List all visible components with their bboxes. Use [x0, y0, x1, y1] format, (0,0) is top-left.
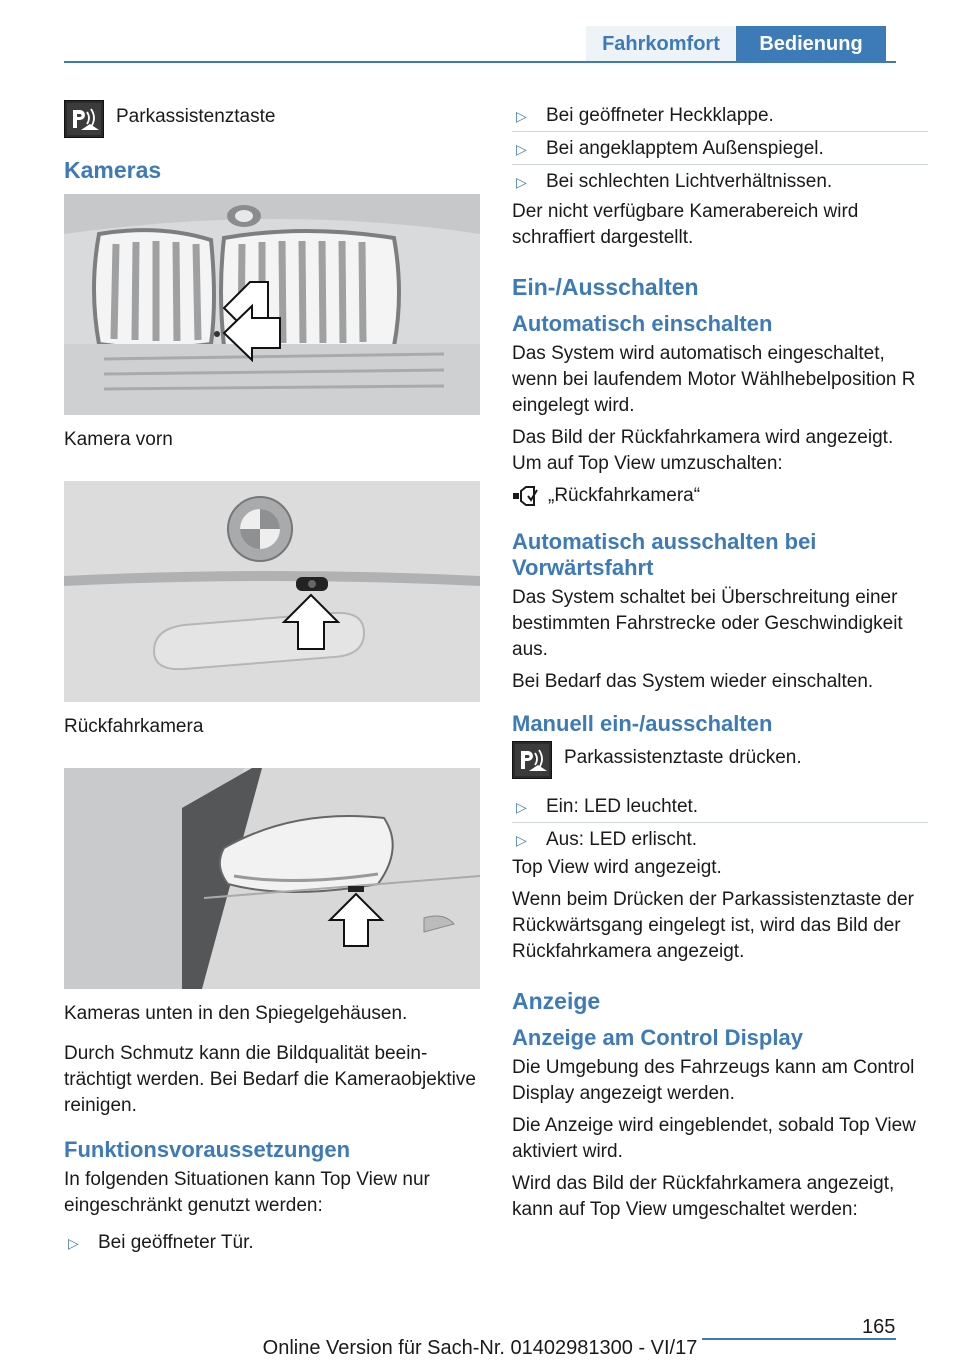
page-number: 165 [862, 1316, 896, 1338]
left-column [64, 100, 480, 1258]
para-display-1: Die Umgebung des Fahrzeugs kann am Control Display angezeigt werden. [512, 1057, 915, 1104]
bullet-text: Aus: LED erlischt. [546, 829, 697, 850]
para-auto-aus-2: Bei Bedarf das System wieder einschalten. [512, 671, 874, 692]
para-auto-aus-1: Das System schaltet bei Überschreitung einer bestimmten Fahrstrecke oder Geschwindigkeit aus. [512, 587, 903, 660]
tab-bedienung[interactable]: Bedienung [736, 26, 886, 62]
caption-mirror-cameras: Kameras unten in den Spiegelgehäusen. [64, 1003, 408, 1024]
bullet-triangle-icon: ▷ [68, 1235, 79, 1251]
para-topview: Top View wird angezeigt. [512, 857, 722, 878]
right-column [512, 100, 928, 1229]
para-dirt: Durch Schmutz kann die Bildqualität beeinträchtigt werden. Bei Bedarf die Kameraobjektive reinigen. [64, 1043, 476, 1116]
park-button-row [64, 100, 480, 138]
mirror-camera-image [64, 768, 480, 989]
bullet-triangle-icon: ▷ [516, 832, 527, 848]
rear-camera-menu-label: „Rückfahrkamera“ [548, 485, 701, 506]
rear-camera-icon [512, 485, 540, 507]
heading-ein-ausschalten: Ein-/Ausschalten [512, 274, 699, 300]
caption-front-camera: Kamera vorn [64, 429, 173, 450]
para-auto-ein-2: Das Bild der Rückfahrkamera wird angezeigt. Um auf Top View umzuschalten: [512, 427, 894, 474]
page-header [0, 0, 960, 62]
rear-camera-image [64, 481, 480, 702]
park-button-press-label: Parkassistenztaste drücken. [564, 747, 802, 768]
park-assist-button-icon [512, 741, 552, 779]
bullet-text: Bei schlechten Lichtverhältnissen. [546, 171, 833, 192]
tab-fahrkomfort[interactable]: Fahrkomfort [586, 26, 736, 62]
list-item [512, 131, 928, 164]
front-camera-image [64, 194, 480, 415]
rear-camera-menu-row [512, 483, 928, 515]
heading-anzeige: Anzeige [512, 988, 601, 1014]
caption-rear-camera: Rückfahrkamera [64, 716, 204, 737]
heading-manuell: Manuell ein-/ausschalten [512, 711, 773, 736]
list-item [512, 100, 928, 131]
bullet-text: Bei geöffneter Heckklappe. [546, 105, 774, 126]
list-item [512, 822, 928, 855]
heading-automatisch-ausschalten: Automatisch ausschalten bei Vorwärtsfahrt [512, 529, 817, 580]
para-display-3: Wird das Bild der Rückfahrkamera angezeigt, kann auf Top View umgeschaltet werden: [512, 1173, 895, 1220]
list-item [64, 1225, 480, 1258]
list-item [512, 789, 928, 822]
para-reverse: Wenn beim Drücken der Parkassistenztaste der Rückwärtsgang eingelegt ist, wird das Bild der Rückfahrkamera angezeigt. [512, 889, 914, 962]
para-funktion: In folgenden Situationen kann Top View nur eingeschränkt genutzt werden: [64, 1169, 430, 1216]
para-display-2: Die Anzeige wird eingeblendet, sobald Top View aktiviert wird. [512, 1115, 916, 1162]
header-divider [64, 61, 896, 63]
bullet-text: Ein: LED leuchtet. [546, 796, 699, 817]
bullet-triangle-icon: ▷ [516, 174, 527, 190]
bullet-triangle-icon: ▷ [516, 108, 527, 124]
heading-control-display: Anzeige am Control Display [512, 1025, 803, 1050]
park-button-press-row [512, 741, 928, 779]
online-version-footer: Online Version für Sach-Nr. 01402981300 - VI/17 [262, 1337, 698, 1359]
park-button-label: Parkassistenztaste [116, 106, 276, 127]
heading-automatisch-einschalten: Automatisch einschalten [512, 311, 773, 336]
heading-kameras: Kameras [64, 157, 162, 183]
para-auto-ein-1: Das System wird automatisch eingeschaltet, wenn bei laufendem Motor Wählhebelposition R eingelegt wird. [512, 343, 916, 416]
park-assist-button-icon [64, 100, 104, 138]
bullet-triangle-icon: ▷ [516, 141, 527, 157]
para-hatched: Der nicht verfügbare Kamerabereich wird schraffiert dargestellt. [512, 201, 859, 248]
bullet-triangle-icon: ▷ [516, 799, 527, 815]
bullet-text: Bei angeklapptem Außenspiegel. [546, 138, 824, 159]
heading-funktionsvoraussetzungen: Funktionsvoraussetzungen [64, 1137, 351, 1162]
list-item [512, 164, 928, 197]
bullet-text: Bei geöffneter Tür. [98, 1232, 254, 1253]
